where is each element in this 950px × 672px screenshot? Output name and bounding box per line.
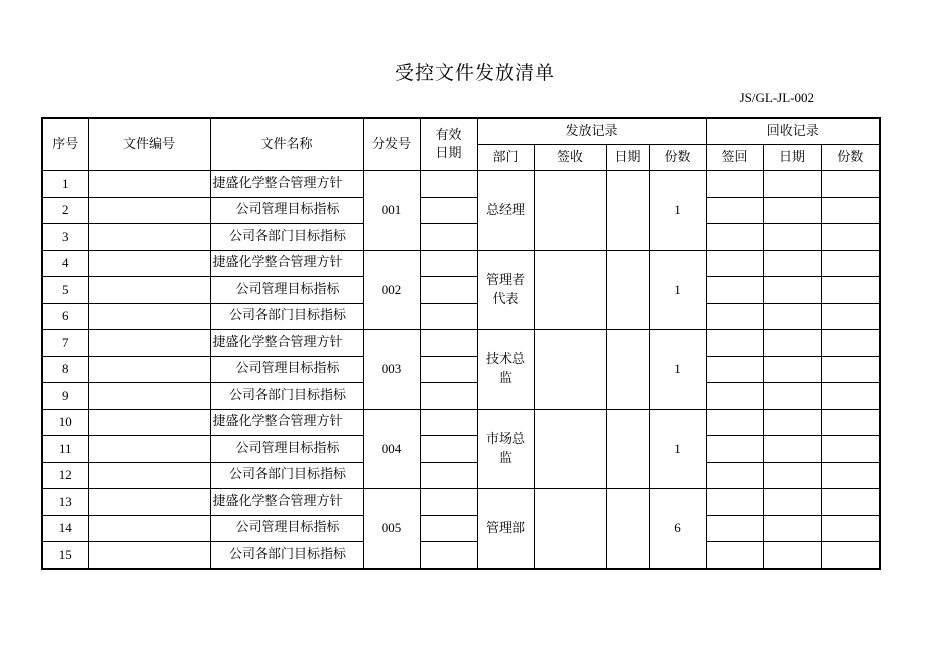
valid-date-cell bbox=[420, 515, 477, 542]
table-row bbox=[42, 171, 880, 198]
seq-cell: 5 bbox=[42, 277, 88, 304]
file-name-cell: 公司管理目标指标 bbox=[210, 515, 363, 542]
recall-sign-cell bbox=[706, 356, 763, 383]
table-row bbox=[42, 515, 880, 542]
date-cell bbox=[606, 250, 649, 330]
file-name-cell: 捷盛化学整合管理方针 bbox=[210, 171, 363, 198]
distribution-table bbox=[41, 117, 881, 570]
recall-date-cell bbox=[763, 542, 821, 569]
seq-cell: 8 bbox=[42, 356, 88, 383]
valid-date-cell bbox=[420, 356, 477, 383]
recall-date-cell bbox=[763, 489, 821, 516]
file-name-cell: 公司各部门目标指标 bbox=[210, 303, 363, 330]
table-row bbox=[42, 383, 880, 410]
recall-sign-cell bbox=[706, 277, 763, 304]
dept-label: 总经理 bbox=[485, 202, 525, 218]
header-seq: 序号 bbox=[42, 118, 88, 171]
dist-no-cell: 001 bbox=[363, 171, 420, 251]
recall-copies-cell bbox=[821, 462, 880, 489]
file-no-cell bbox=[88, 515, 210, 542]
recall-sign-cell bbox=[706, 409, 763, 436]
header-sign: 签收 bbox=[534, 145, 606, 171]
recall-date-cell bbox=[763, 515, 821, 542]
seq-cell: 12 bbox=[42, 462, 88, 489]
file-name-cell: 公司各部门目标指标 bbox=[210, 224, 363, 251]
recall-copies-cell bbox=[821, 409, 880, 436]
seq-cell: 4 bbox=[42, 250, 88, 277]
dist-no-cell: 003 bbox=[363, 330, 420, 410]
recall-sign-cell bbox=[706, 462, 763, 489]
table-row bbox=[42, 277, 880, 304]
recall-date-cell bbox=[763, 462, 821, 489]
copies-cell: 1 bbox=[649, 250, 706, 330]
valid-date-cell bbox=[420, 489, 477, 516]
header-recall-sign: 签回 bbox=[706, 145, 763, 171]
recall-copies-cell bbox=[821, 171, 880, 198]
file-no-cell bbox=[88, 409, 210, 436]
file-no-cell bbox=[88, 171, 210, 198]
recall-date-cell bbox=[763, 409, 821, 436]
header-recall-date: 日期 bbox=[763, 145, 821, 171]
file-no-cell bbox=[88, 542, 210, 569]
table-row bbox=[42, 436, 880, 463]
dept-cell bbox=[477, 171, 534, 251]
header-copies: 份数 bbox=[649, 145, 706, 171]
header-issue-record: 发放记录 bbox=[477, 118, 706, 145]
seq-cell: 10 bbox=[42, 409, 88, 436]
table-row bbox=[42, 224, 880, 251]
seq-cell: 9 bbox=[42, 383, 88, 410]
recall-date-cell bbox=[763, 224, 821, 251]
header-dept: 部门 bbox=[477, 145, 534, 171]
dist-no-cell: 002 bbox=[363, 250, 420, 330]
sign-cell bbox=[534, 330, 606, 410]
dept-cell bbox=[477, 489, 534, 569]
dept-cell bbox=[477, 330, 534, 410]
header-recall-record: 回收记录 bbox=[706, 118, 880, 145]
recall-sign-cell bbox=[706, 542, 763, 569]
copies-cell: 1 bbox=[649, 171, 706, 251]
dist-no-cell: 004 bbox=[363, 409, 420, 489]
file-no-cell bbox=[88, 436, 210, 463]
valid-date-cell bbox=[420, 303, 477, 330]
table-row bbox=[42, 409, 880, 436]
seq-cell: 1 bbox=[42, 171, 88, 198]
file-no-cell bbox=[88, 303, 210, 330]
file-name-cell: 捷盛化学整合管理方针 bbox=[210, 409, 363, 436]
recall-sign-cell bbox=[706, 250, 763, 277]
seq-cell: 14 bbox=[42, 515, 88, 542]
recall-date-cell bbox=[763, 171, 821, 198]
seq-cell: 7 bbox=[42, 330, 88, 357]
recall-sign-cell bbox=[706, 330, 763, 357]
recall-sign-cell bbox=[706, 171, 763, 198]
recall-copies-cell bbox=[821, 436, 880, 463]
recall-sign-cell bbox=[706, 436, 763, 463]
dept-label: 管理者代表 bbox=[485, 272, 525, 307]
recall-date-cell bbox=[763, 330, 821, 357]
recall-copies-cell bbox=[821, 515, 880, 542]
file-name-cell: 公司各部门目标指标 bbox=[210, 542, 363, 569]
table-row bbox=[42, 489, 880, 516]
valid-date-cell bbox=[420, 224, 477, 251]
header-dist-no: 分发号 bbox=[363, 118, 420, 171]
recall-date-cell bbox=[763, 277, 821, 304]
recall-date-cell bbox=[763, 383, 821, 410]
recall-date-cell bbox=[763, 250, 821, 277]
recall-copies-cell bbox=[821, 224, 880, 251]
sign-cell bbox=[534, 489, 606, 569]
file-name-cell: 公司管理目标指标 bbox=[210, 277, 363, 304]
header-date: 日期 bbox=[606, 145, 649, 171]
recall-copies-cell bbox=[821, 356, 880, 383]
table-row bbox=[42, 250, 880, 277]
date-cell bbox=[606, 409, 649, 489]
sign-cell bbox=[534, 409, 606, 489]
recall-copies-cell bbox=[821, 330, 880, 357]
recall-copies-cell bbox=[821, 250, 880, 277]
file-name-cell: 捷盛化学整合管理方针 bbox=[210, 330, 363, 357]
date-cell bbox=[606, 330, 649, 410]
dept-label: 市场总监 bbox=[485, 431, 525, 466]
recall-copies-cell bbox=[821, 277, 880, 304]
file-no-cell bbox=[88, 489, 210, 516]
valid-date-cell bbox=[420, 409, 477, 436]
table-row bbox=[42, 303, 880, 330]
table-row bbox=[42, 462, 880, 489]
copies-cell: 1 bbox=[649, 409, 706, 489]
valid-date-cell bbox=[420, 462, 477, 489]
seq-cell: 15 bbox=[42, 542, 88, 569]
sign-cell bbox=[534, 171, 606, 251]
file-no-cell bbox=[88, 197, 210, 224]
seq-cell: 2 bbox=[42, 197, 88, 224]
recall-copies-cell bbox=[821, 303, 880, 330]
file-name-cell: 公司管理目标指标 bbox=[210, 197, 363, 224]
recall-sign-cell bbox=[706, 224, 763, 251]
dept-cell bbox=[477, 250, 534, 330]
header-recall-copies: 份数 bbox=[821, 145, 880, 171]
recall-copies-cell bbox=[821, 383, 880, 410]
file-name-cell: 公司各部门目标指标 bbox=[210, 462, 363, 489]
file-name-cell: 公司管理目标指标 bbox=[210, 436, 363, 463]
dist-no-cell: 005 bbox=[363, 489, 420, 569]
header-valid-date bbox=[420, 118, 477, 171]
valid-date-cell bbox=[420, 383, 477, 410]
recall-date-cell bbox=[763, 356, 821, 383]
valid-date-cell bbox=[420, 330, 477, 357]
recall-date-cell bbox=[763, 303, 821, 330]
file-no-cell bbox=[88, 356, 210, 383]
table-row bbox=[42, 356, 880, 383]
recall-date-cell bbox=[763, 197, 821, 224]
file-no-cell bbox=[88, 330, 210, 357]
recall-sign-cell bbox=[706, 489, 763, 516]
date-cell bbox=[606, 489, 649, 569]
valid-date-cell bbox=[420, 436, 477, 463]
header-file-name: 文件名称 bbox=[210, 118, 363, 171]
dept-cell bbox=[477, 409, 534, 489]
file-no-cell bbox=[88, 462, 210, 489]
recall-sign-cell bbox=[706, 303, 763, 330]
copies-cell: 6 bbox=[649, 489, 706, 569]
file-name-cell: 公司管理目标指标 bbox=[210, 356, 363, 383]
header-file-no: 文件编号 bbox=[88, 118, 210, 171]
recall-date-cell bbox=[763, 436, 821, 463]
recall-copies-cell bbox=[821, 197, 880, 224]
file-no-cell bbox=[88, 224, 210, 251]
page-title: 受控文件发放清单 bbox=[394, 62, 555, 84]
sign-cell bbox=[534, 250, 606, 330]
valid-date-cell bbox=[420, 197, 477, 224]
table-row bbox=[42, 330, 880, 357]
date-cell bbox=[606, 171, 649, 251]
dept-label: 技术总监 bbox=[485, 352, 525, 387]
recall-sign-cell bbox=[706, 383, 763, 410]
recall-sign-cell bbox=[706, 197, 763, 224]
header-valid-date-text: 有效日期 bbox=[435, 127, 462, 161]
recall-copies-cell bbox=[821, 542, 880, 569]
copies-cell: 1 bbox=[649, 330, 706, 410]
recall-sign-cell bbox=[706, 515, 763, 542]
document-number: JS/GL-JL-002 bbox=[739, 90, 814, 105]
valid-date-cell bbox=[420, 250, 477, 277]
file-name-cell: 捷盛化学整合管理方针 bbox=[210, 250, 363, 277]
file-no-cell bbox=[88, 277, 210, 304]
seq-cell: 13 bbox=[42, 489, 88, 516]
seq-cell: 3 bbox=[42, 224, 88, 251]
table-row bbox=[42, 542, 880, 569]
file-no-cell bbox=[88, 250, 210, 277]
file-no-cell bbox=[88, 383, 210, 410]
valid-date-cell bbox=[420, 277, 477, 304]
file-name-cell: 捷盛化学整合管理方针 bbox=[210, 489, 363, 516]
valid-date-cell bbox=[420, 542, 477, 569]
seq-cell: 11 bbox=[42, 436, 88, 463]
dept-label: 管理部 bbox=[485, 520, 525, 536]
recall-copies-cell bbox=[821, 489, 880, 516]
seq-cell: 6 bbox=[42, 303, 88, 330]
valid-date-cell bbox=[420, 171, 477, 198]
table-row bbox=[42, 197, 880, 224]
file-name-cell: 公司各部门目标指标 bbox=[210, 383, 363, 410]
